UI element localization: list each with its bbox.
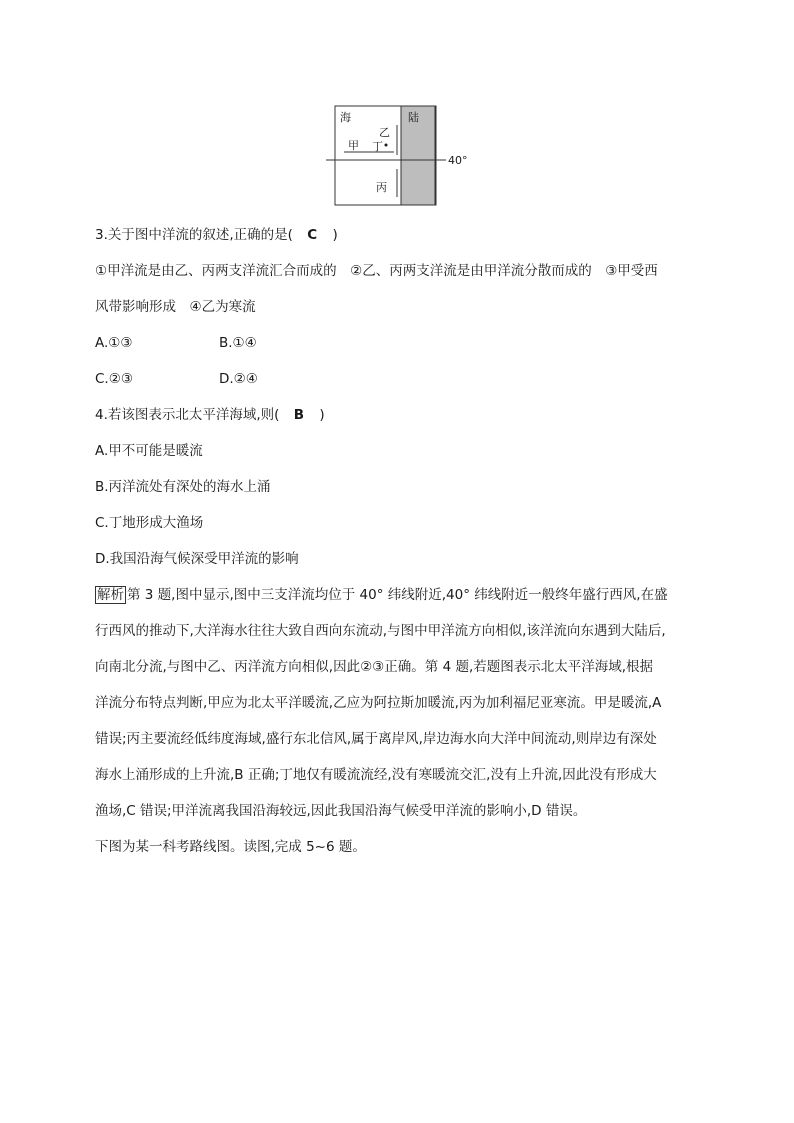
analysis-tag: 解析 — [97, 587, 124, 603]
sea-label: 海 — [340, 111, 351, 124]
q3-stem-prefix: 3.关于图中洋流的叙述,正确的是( — [95, 227, 293, 243]
next-questions-intro: 下图为某一科考路线图。读图,完成 5~6 题。 — [95, 839, 366, 855]
q4-answer: B — [293, 407, 306, 423]
latitude-label: 40° — [448, 154, 468, 167]
q4-stem — [95, 405, 325, 425]
q3-option-b: B.①④ — [219, 335, 257, 351]
q4-option-d: D.我国沿海气候深受甲洋流的影响 — [95, 551, 299, 567]
q4-option-b: B.丙洋流处有深处的海水上涌 — [95, 479, 271, 495]
analysis-line-2: 行西风的推动下,大洋海水往往大致自西向东流动,与图中甲洋流方向相似,该洋流向东遇到大陆后, — [95, 623, 666, 639]
point-ding-label: 丁 — [372, 140, 383, 153]
q4-option-c: C.丁地形成大渔场 — [95, 515, 204, 531]
analysis-line-4: 洋流分布特点判断,甲应为北太平洋暖流,乙应为阿拉斯加暖流,丙为加利福尼亚寒流。甲是暖流,A — [95, 695, 662, 711]
q4-stem-suffix: ) — [319, 407, 325, 423]
analysis-text-1: 第 3 题,图中显示,图中三支洋流均位于 40° 纬线附近,40° 纬线附近一般终年盛行西风,在盛 — [127, 587, 668, 603]
q4-option-a: A.甲不可能是暖流 — [95, 443, 203, 459]
analysis-line-6: 海水上涌形成的上升流,B 正确;丁地仅有暖流流经,没有寒暖流交汇,没有上升流,因此没有形成大 — [95, 767, 657, 783]
q3-option-a: A.①③ — [95, 335, 133, 351]
point-ding-dot — [385, 144, 388, 147]
analysis-line-3: 向南北分流,与图中乙、丙洋流方向相似,因此②③正确。第 4 题,若题图表示北太平洋海域,根据 — [95, 659, 654, 675]
analysis-line-7: 渔场,C 错误;甲洋流离我国沿海较远,因此我国沿海气候受甲洋流的影响小,D 错误。 — [95, 803, 587, 819]
q3-answer: C — [307, 227, 319, 243]
current-jia-label: 甲 — [348, 139, 359, 152]
q3-stem-suffix: ) — [332, 227, 338, 243]
ocean-current-diagram — [324, 105, 474, 207]
q3-option-d: D.②④ — [219, 371, 258, 387]
q3-statements-line1: ①甲洋流是由乙、丙两支洋流汇合而成的 ②乙、丙两支洋流是由甲洋流分散而成的 ③甲受西 — [95, 263, 658, 279]
q3-stem — [95, 225, 338, 245]
current-yi-label: 乙 — [379, 126, 390, 139]
analysis-line-1 — [95, 585, 668, 605]
q4-stem-prefix: 4.若该图表示北太平洋海域,则( — [95, 407, 280, 423]
q3-option-c: C.②③ — [95, 371, 133, 387]
land-label: 陆 — [408, 111, 419, 124]
current-bing-label: 丙 — [376, 181, 387, 194]
q3-statements-line2: 风带影响形成 ④乙为寒流 — [95, 299, 256, 315]
analysis-line-5: 错误;丙主要流经低纬度海域,盛行东北信风,属于离岸风,岸边海水向大洋中间流动,则岸边有深处 — [95, 731, 657, 747]
